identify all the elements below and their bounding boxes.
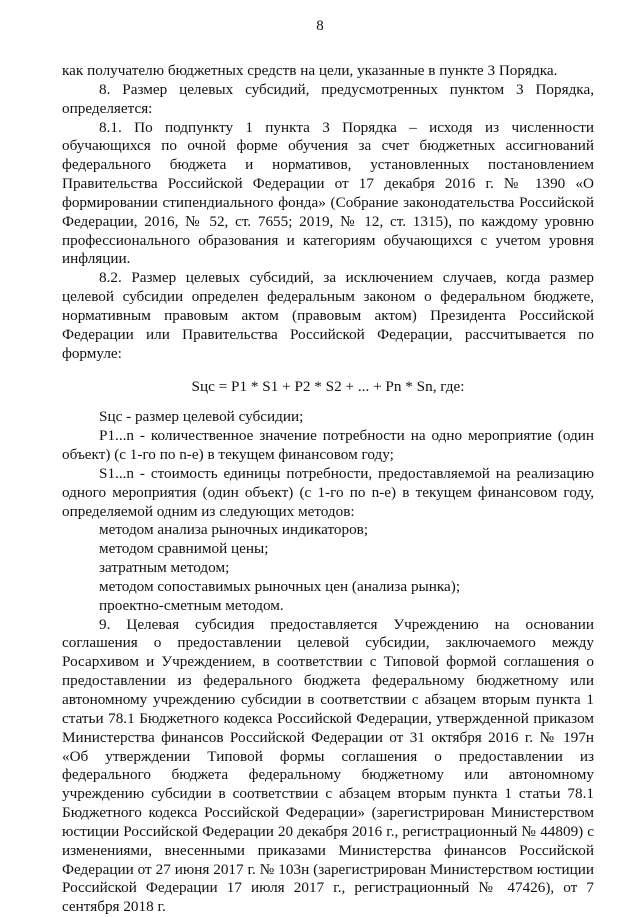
paragraph-9: 9. Целевая субсидия предоставляется Учреждению на основании соглашения о предоставлении целевой субсидии, заключаемого между Росархивом и Учреждением, в соответствии с Типовой формой соглашения о предоставлении из федерального бюджета федеральному бюджетному или автономному учреждению субсидии в соответствии с абзацем вторым пункта 1 статьи 78.1 Бюджетного кодекса Российской Федерации, утвержденной приказом Министерства финансов Российской Федерации от 31 октября 2016 г. № 197н «Об утверждении Типовой формы соглашения о предоставлении из федерального бюджета федеральному бюджетному или автономному учреждению субсидии в соответствии с абзацем вторым пункта 1 статьи 78.1 Бюджетного кодекса Российской Федерации» (зарегистрирован Министерством юстиции Российской Федерации 20 декабря 2016 г., регистрационный № 44809) с изменениями, внесенными приказами Министерства финансов Российской Федерации от 27 июня 2017 г. № 103н (зарегистрирован Министерством юстиции Российской Федерации 17 июля 2017 г., регистрационный № 47426), от 7 сентября 2018 г.: [62, 615, 594, 916]
method-list-item: методом сопоставимых рыночных цен (анализа рынка);: [99, 577, 461, 595]
method-list-item: методом анализа рыночных индикаторов;: [99, 521, 369, 539]
formula-definition-s: Sцс - размер целевой субсидии;: [99, 408, 304, 426]
formula-definition-s1: S1...n - стоимость единицы потребности, предоставляемой на реализацию одного мероприятия (один объект) (с 1-го по n-е) в текущем финансовом году, определяемой одним из следующих методов:: [62, 464, 594, 520]
formula-definition-p: P1...n - количественное значение потребности на одно мероприятие (один объект) (с 1-го по n-е) в текущем финансовом году;: [62, 427, 594, 464]
paragraph-continuation: как получателю бюджетных средств на цели, указанные в пункте 3 Порядка.: [62, 62, 558, 79]
method-list-item: затратным методом;: [99, 559, 230, 577]
document-body: [62, 62, 594, 917]
paragraph-8: 8. Размер целевых субсидий, предусмотренных пунктом 3 Порядка, определяется:: [62, 80, 594, 117]
formula: Sцс = P1 * S1 + P2 * S2 + ... + Pn * Sn, где:: [191, 377, 465, 395]
paragraph-8-2: 8.2. Размер целевых субсидий, за исключением случаев, когда размер целевой субсидии определен федеральным законом о федеральном бюджете, нормативным правовым актом (правовым актом) Президента Российской Федерации или Правительства Российской Федерации, рассчитывается по формуле:: [62, 269, 594, 362]
paragraph-8-1: 8.1. По подпункту 1 пункта 3 Порядка – исходя из численности обучающихся по очной форме обучения за счет бюджетных ассигнований федерального бюджета и нормативов, установленных постановлением Правительства Российской Федерации от 17 декабря 2016 г. № 1390 «О формировании стипендиального фонда» (Собрание законодательства Российской Федерации, 2016, № 52, ст. 7655; 2019, № 12, ст. 1315), по каждому уровню профессионального образования и категориям обучающихся с учетом уровня инфляции.: [62, 118, 594, 268]
page-number: 8: [316, 18, 324, 34]
method-list-item: проектно-сметным методом.: [99, 596, 284, 614]
method-list-item: методом сравнимой цены;: [99, 540, 269, 558]
